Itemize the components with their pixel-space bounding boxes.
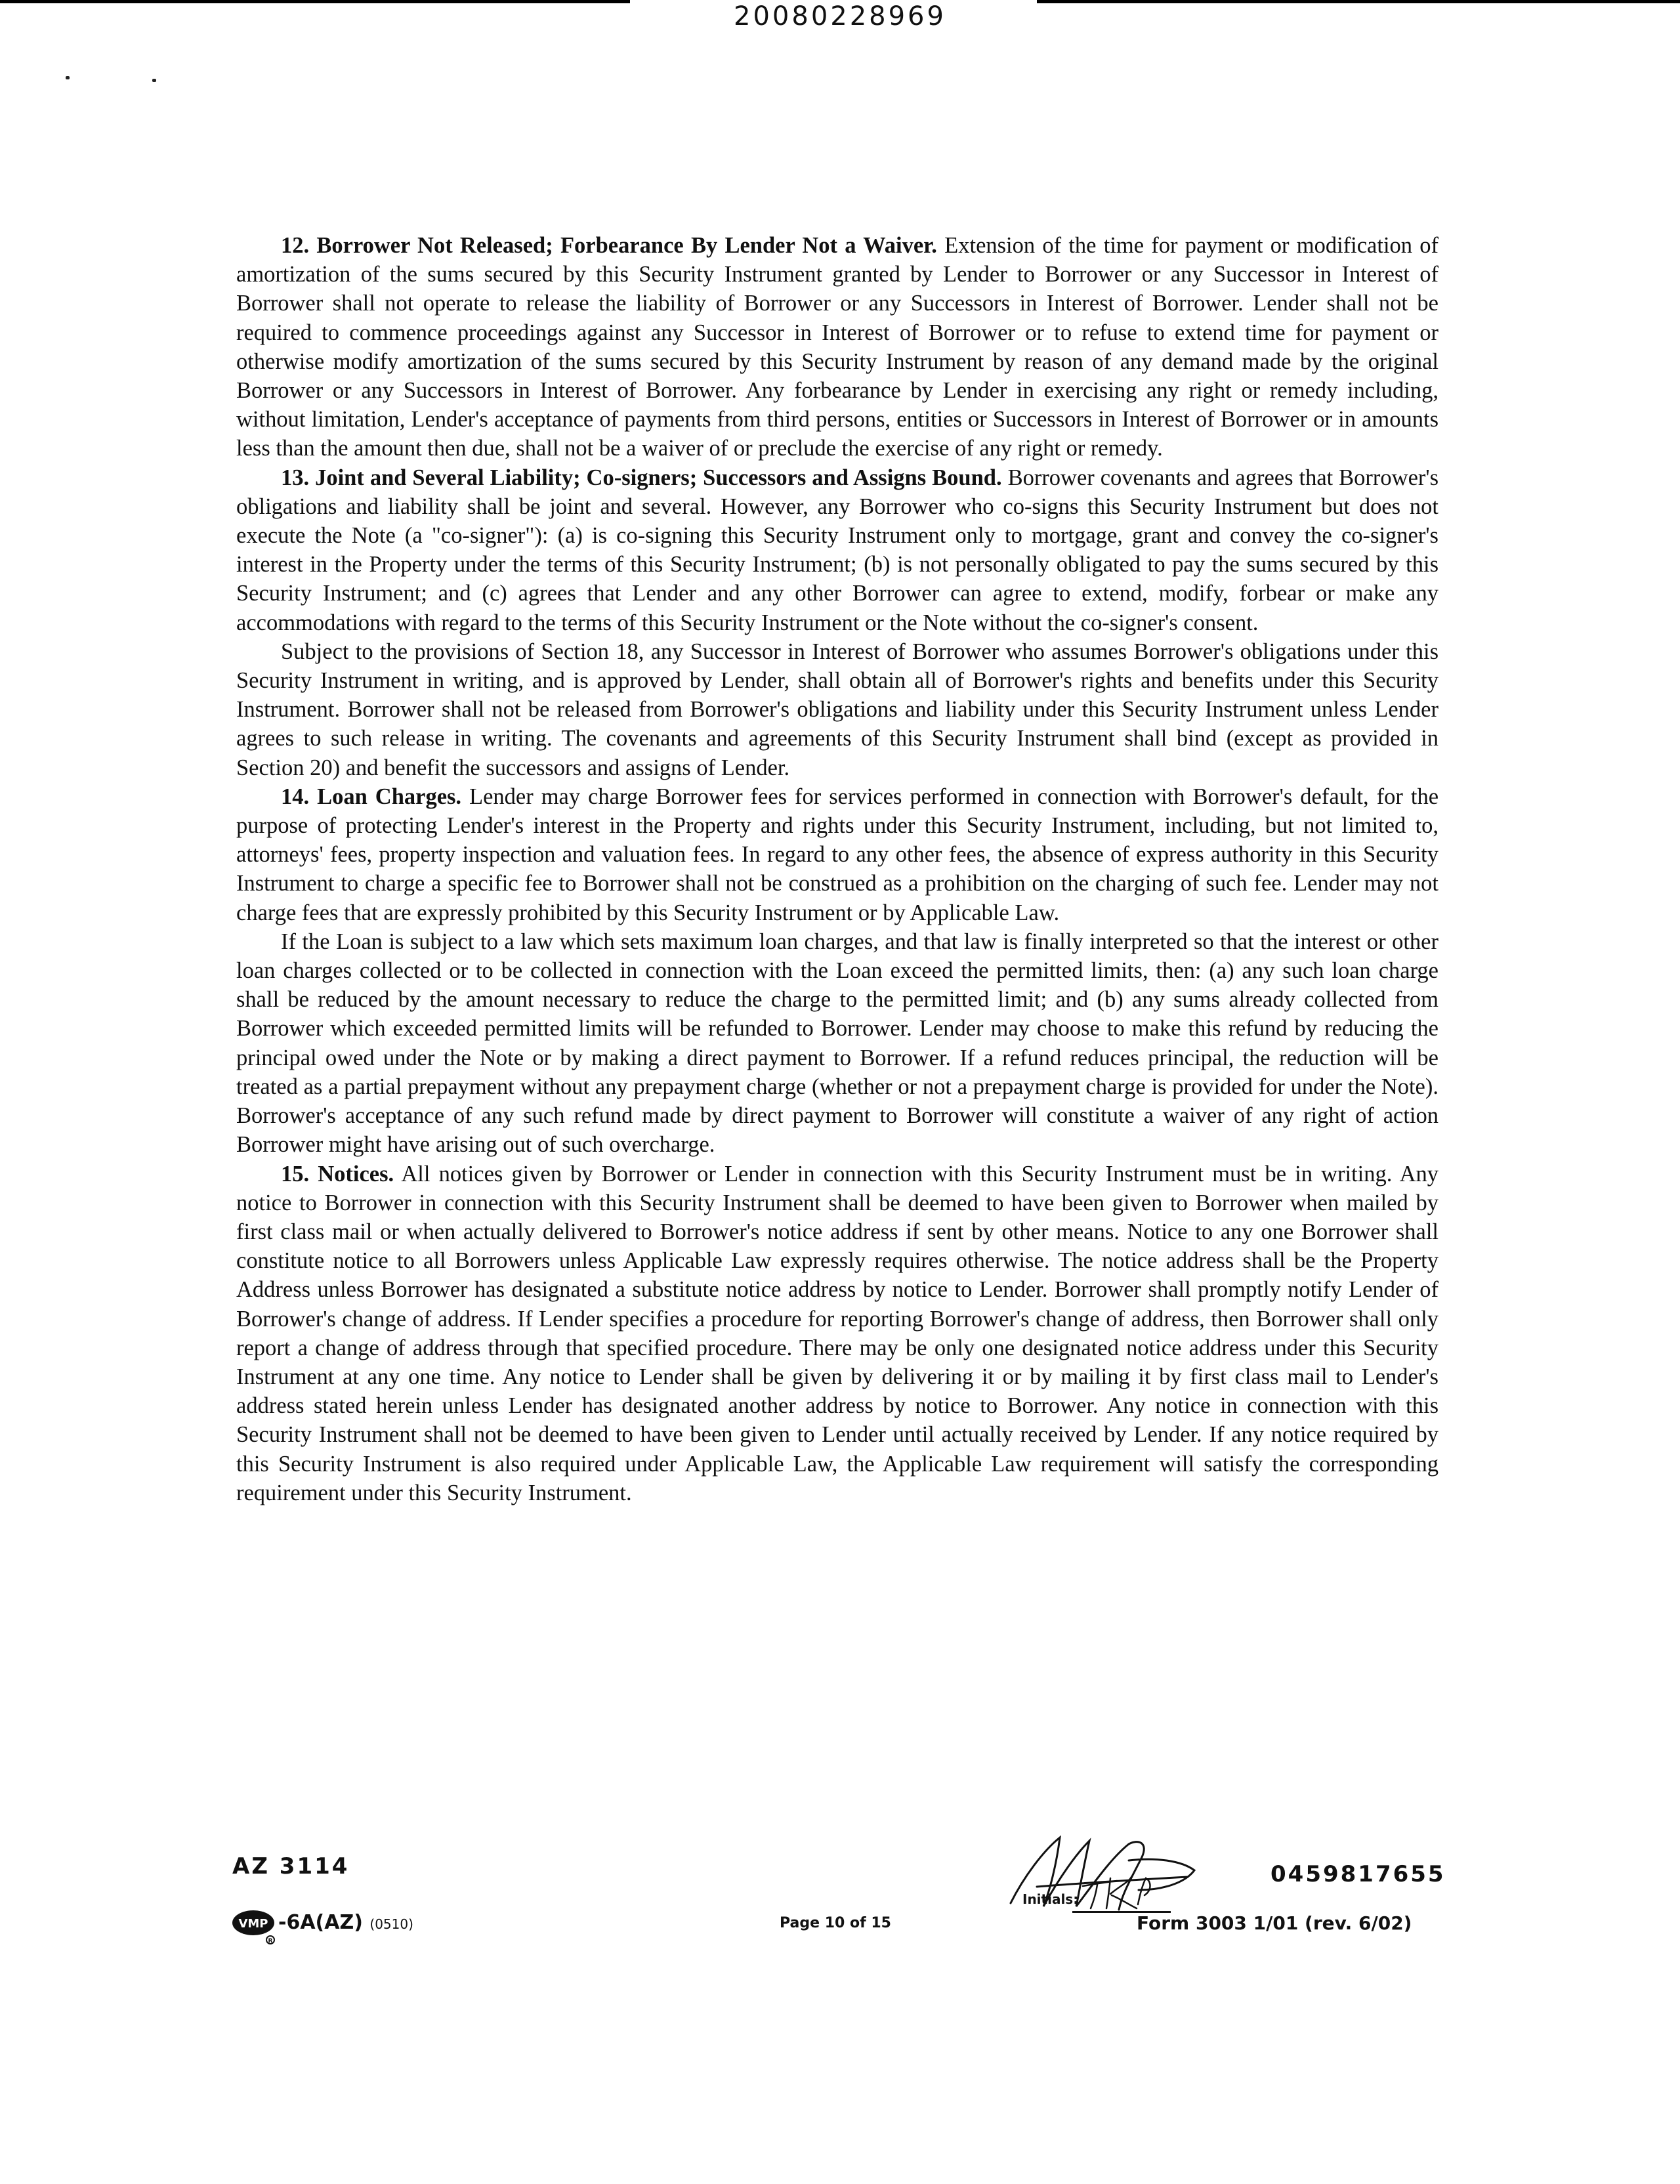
state-form-code: AZ 3114 — [232, 1853, 350, 1880]
document-body — [236, 231, 1438, 1507]
scan-speck — [66, 76, 70, 79]
vmp-logo — [231, 1908, 281, 1946]
svg-text:VMP: VMP — [238, 1917, 268, 1931]
scan-edge-right — [1037, 0, 1680, 3]
form-code: -6A(AZ) (0510) — [278, 1911, 413, 1934]
svg-text:R: R — [268, 1938, 273, 1944]
section-13-paragraph-2: Subject to the provisions of Section 18, any Successor in Interest of Borrower who assumes Borrower's obligations under this Security Instrument in writing, and is approved by Lender, shall obtain all of Borrower's rights and benefits under this Security Instrument. Borrower shall not be released from Borrower's obligations and liability under this Security Instrument unless Lender agrees to such release in writing. The covenants and agreements of this Security Instrument shall bind (except as provided in Section 20) and benefit the successors and assigns of Lender. — [236, 639, 1438, 780]
loan-number: 0459817655 — [1270, 1861, 1446, 1887]
scan-edge-left — [0, 0, 630, 3]
section-14-heading: 14. Loan Charges. — [281, 784, 462, 809]
initials-label: Initials: — [1022, 1891, 1079, 1907]
section-15-paragraph: 15. Notices. All notices given by Borrower or Lender in connection with this Security Instrument must be in writing. Any notice to Borrower in connection with this Security Instrument shall be deemed to have been given to Borrower when mailed by first class mail or when actually delivered to Borrower's notice address if sent by other means. Notice to any one Borrower shall constitute notice to all Borrowers unless Applicable Law expressly requires otherwise. The notice address shall be the Property Address unless Borrower has designated a substitute notice address by notice to Lender. Borrower shall promptly notify Lender of Borrower's change of address. If Lender specifies a procedure for reporting Borrower's change of address, then Borrower shall only report a change of address through that specified procedure. There may be only one designated notice address under this Security Instrument at any one time. Any notice to Lender shall be given by delivering it or by mailing it by first class mail to Lender's address stated herein unless Lender has designated another address by notice to Borrower. Any notice in connection with this Security Instrument shall not be deemed to have been given to Lender until actually received by Lender. If any notice required by this Security Instrument is also required under Applicable Law, the Applicable Law requirement will satisfy the corresponding requirement under this Security Instrument. — [236, 1161, 1439, 1505]
section-13-heading: 13. Joint and Several Liability; Co-signers; Successors and Assigns Bound. — [281, 465, 1002, 490]
section-12-paragraph: 12. Borrower Not Released; Forbearance By Lender Not a Waiver. Extension of the time for payment or modification of amortization of the sums secured by this Security Instrument granted by Lender to Borrower or any Successor in Interest of Borrower shall not operate to release the liability of Borrower or any Successors in Interest of Borrower. Lender shall not be required to commence proceedings against any Successor in Interest of Borrower or to refuse to extend time for payment or otherwise modify amortization of the sums secured by this Security Instrument by reason of any demand made by the original Borrower or any Successors in Interest of Borrower. Any forbearance by Lender in exercising any right or remedy including, without limitation, Lender's acceptance of payments from third persons, entities or Successors in Interest of Borrower or in amounts less than the amount then due, shall not be a waiver of or preclude the exercise of any right or remedy. — [236, 233, 1439, 461]
section-12-heading: 12. Borrower Not Released; Forbearance By Lender Not a Waiver. — [281, 233, 937, 258]
section-15-heading: 15. Notices. — [281, 1161, 394, 1186]
recording-number: 20080228969 — [734, 1, 946, 32]
section-14-paragraph: 14. Loan Charges. Lender may charge Borrower fees for services performed in connection with Borrower's default, for the purpose of protecting Lender's interest in the Property and rights under this Security Instrument, including, but not limited to, attorneys' fees, property inspection and valuation fees. In regard to any other fees, the absence of express authority in this Security Instrument to charge a specific fee to Borrower shall not be construed as a prohibition on the charging of such fee. Lender may not charge fees that are expressly prohibited by this Security Instrument or by Applicable Law. — [236, 784, 1439, 925]
form-title: Form 3003 1/01 (rev. 6/02) — [1137, 1912, 1412, 1934]
page-number: Page 10 of 15 — [780, 1915, 891, 1931]
section-13-paragraph: 13. Joint and Several Liability; Co-signers; Successors and Assigns Bound. Borrower covenants and agrees that Borrower's obligations and liability shall be joint and several. However, any Borrower who co-signs this Security Instrument but does not execute the Note (a "co-signer"): (a) is co-signing this Security Instrument only to mortgage, grant and convey the co-signer's interest in the Property under the terms of this Security Instrument; (b) is not personally obligated to pay the sums secured by this Security Instrument; and (c) agrees that Lender and any other Borrower can agree to extend, modify, forbear or make any accommodations with regard to the terms of this Security Instrument or the Note without the co-signer's consent. — [236, 465, 1439, 635]
section-14-paragraph-2: If the Loan is subject to a law which sets maximum loan charges, and that law is finally interpreted so that the interest or other loan charges collected or to be collected in connection with the Loan exceed the permitted limits, then: (a) any such loan charge shall be reduced by the amount necessary to reduce the charge to the permitted limit; and (b) any sums already collected from Borrower which exceeded permitted limits will be refunded to Borrower. Lender may choose to make this refund by reducing the principal owed under the Note or by making a direct payment to Borrower. If a refund reduces principal, the reduction will be treated as a partial prepayment without any prepayment charge (whether or not a prepayment charge is provided for under the Note). Borrower's acceptance of any such refund made by direct payment to Borrower will constitute a waiver of any right of action Borrower might have arising out of such overcharge. — [236, 929, 1438, 1158]
initials-mark — [1078, 1872, 1156, 1910]
scan-speck — [152, 79, 156, 82]
